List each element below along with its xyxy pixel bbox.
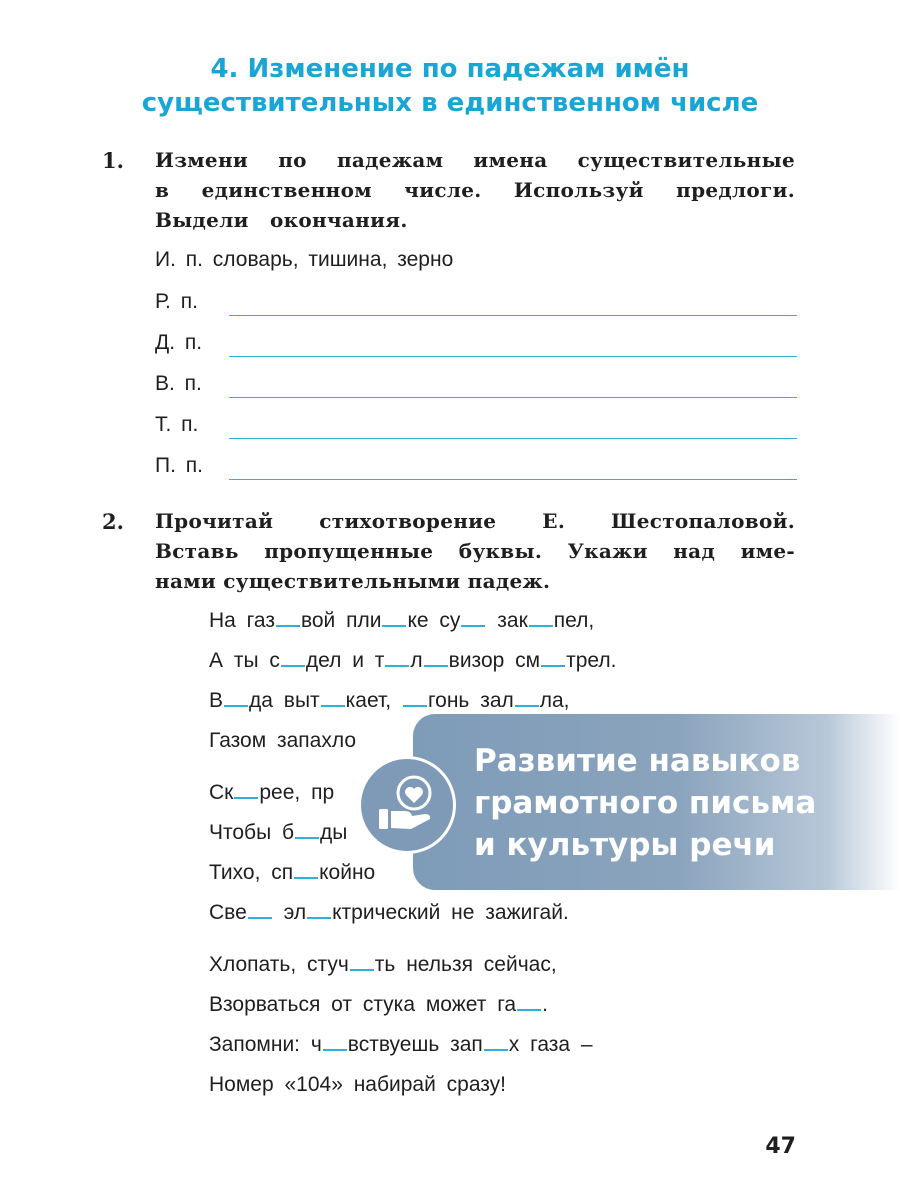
- poem-text: ды: [320, 821, 348, 844]
- heart-hand-icon: [375, 773, 441, 839]
- case-row-instrumental[interactable]: [155, 411, 797, 441]
- letter-gap[interactable]: [517, 1007, 541, 1011]
- case-label: В. п.: [155, 372, 202, 395]
- poem-text: да выт: [249, 689, 320, 712]
- case-label: Д. п.: [155, 331, 203, 354]
- poem-text: рее, пр: [259, 781, 335, 804]
- poem-text: трел.: [566, 649, 617, 672]
- poem-text: зак: [486, 609, 528, 632]
- case-row-prepositional[interactable]: [155, 452, 797, 482]
- poem-text: .: [542, 993, 548, 1016]
- poem-text: Ск: [209, 781, 234, 804]
- poem-text: Хлопать, стуч: [209, 953, 349, 976]
- section-title-line2: существительных в единственном числе: [141, 88, 759, 118]
- letter-gap[interactable]: [529, 623, 553, 627]
- poem-text: Номер «104» набирай сразу!: [209, 1073, 507, 1096]
- task1-number: 1.: [102, 148, 124, 173]
- letter-gap[interactable]: [234, 795, 258, 799]
- poem-text: вой пли: [300, 609, 382, 632]
- poem-text: дел и т: [305, 649, 385, 672]
- answer-line[interactable]: [229, 315, 797, 316]
- poem-text: Тихо, сп: [209, 861, 294, 884]
- poem-text: гонь зал: [427, 689, 514, 712]
- answer-line[interactable]: [229, 356, 797, 357]
- case-row-genitive[interactable]: [155, 288, 797, 318]
- poem-text: л: [410, 649, 423, 672]
- letter-gap[interactable]: [350, 967, 374, 971]
- letter-gap[interactable]: [461, 623, 485, 627]
- answer-line[interactable]: [229, 438, 797, 439]
- poem-text: Чтобы б: [209, 821, 295, 844]
- letter-gap[interactable]: [224, 703, 248, 707]
- letter-gap[interactable]: [321, 703, 345, 707]
- poem-text: вствуешь зап: [347, 1033, 483, 1056]
- poem-line: [209, 893, 616, 933]
- poem-line: [209, 1065, 616, 1105]
- poem-text: Газом запахло: [209, 729, 357, 752]
- task1-line: в единственном числе. Используй предлоги.: [155, 178, 795, 202]
- letter-gap[interactable]: [295, 835, 319, 839]
- poem-line: [209, 1025, 616, 1065]
- letter-gap[interactable]: [382, 623, 406, 627]
- case-row-accusative[interactable]: [155, 370, 797, 400]
- section-title-line1: 4. Изменение по падежам имён: [210, 54, 690, 84]
- poem-text: Све: [209, 901, 247, 924]
- case-label: И. п. словарь, тишина, зерно: [155, 248, 454, 271]
- task1-line: Измени по падежам имена существительные: [155, 148, 795, 172]
- poem-text: А ты с: [209, 649, 280, 672]
- case-label: Т. п.: [155, 413, 199, 436]
- case-row-nominative: [155, 246, 797, 276]
- banner-line: Развитие навыков: [474, 743, 801, 779]
- poem-text: В: [209, 689, 224, 712]
- task1-instructions: [155, 145, 795, 235]
- letter-gap[interactable]: [248, 915, 272, 919]
- letter-gap[interactable]: [294, 875, 318, 879]
- poem-text: х газа –: [508, 1033, 593, 1056]
- answer-line[interactable]: [229, 479, 797, 480]
- letter-gap[interactable]: [276, 623, 300, 627]
- page-number: 47: [765, 1134, 796, 1159]
- poem-text: койно: [319, 861, 376, 884]
- case-label: П. п.: [155, 454, 203, 477]
- letter-gap[interactable]: [484, 1047, 508, 1051]
- letter-gap[interactable]: [424, 663, 448, 667]
- poem-line: [209, 985, 616, 1025]
- poem-text: Запомни: ч: [209, 1033, 322, 1056]
- poem-text: На газ: [209, 609, 275, 632]
- poem-text: пел,: [553, 609, 595, 632]
- letter-gap[interactable]: [541, 663, 565, 667]
- poem-text: визор см: [448, 649, 541, 672]
- poem-text: ке су: [407, 609, 461, 632]
- banner-line: и культуры речи: [474, 827, 776, 863]
- task2-line: Вставь пропущенные буквы. Укажи над име-: [155, 539, 795, 563]
- poem-text: ктрический не зажигай.: [332, 901, 569, 924]
- case-label: Р. п.: [155, 290, 198, 313]
- poem-text: Взорваться от стука может га: [209, 993, 517, 1016]
- poem-line: [209, 641, 616, 681]
- task1-line: Выдели окончания.: [155, 208, 408, 232]
- task2-instructions: [155, 506, 795, 596]
- task2-line: Прочитай стихотворение Е. Шестопаловой.: [155, 509, 795, 533]
- banner-badge: [358, 756, 456, 854]
- section-title: [0, 52, 900, 120]
- case-row-dative[interactable]: [155, 329, 797, 359]
- poem-text: кает,: [345, 689, 402, 712]
- letter-gap[interactable]: [281, 663, 305, 667]
- letter-gap[interactable]: [307, 915, 331, 919]
- banner-text: [474, 740, 894, 866]
- task2-number: 2.: [102, 509, 124, 534]
- letter-gap[interactable]: [403, 703, 427, 707]
- poem-text: ла,: [539, 689, 570, 712]
- poem-line: [209, 945, 616, 985]
- letter-gap[interactable]: [515, 703, 539, 707]
- poem-line: [209, 601, 616, 641]
- banner-line: грамотного письма: [474, 785, 817, 821]
- poem-stanza: [209, 945, 616, 1105]
- poem-text: ть нельзя сейчас,: [374, 953, 557, 976]
- poem-text: эл: [272, 901, 307, 924]
- task2-line: нами существительными падеж.: [155, 569, 551, 593]
- letter-gap[interactable]: [385, 663, 409, 667]
- answer-line[interactable]: [229, 397, 797, 398]
- letter-gap[interactable]: [323, 1047, 347, 1051]
